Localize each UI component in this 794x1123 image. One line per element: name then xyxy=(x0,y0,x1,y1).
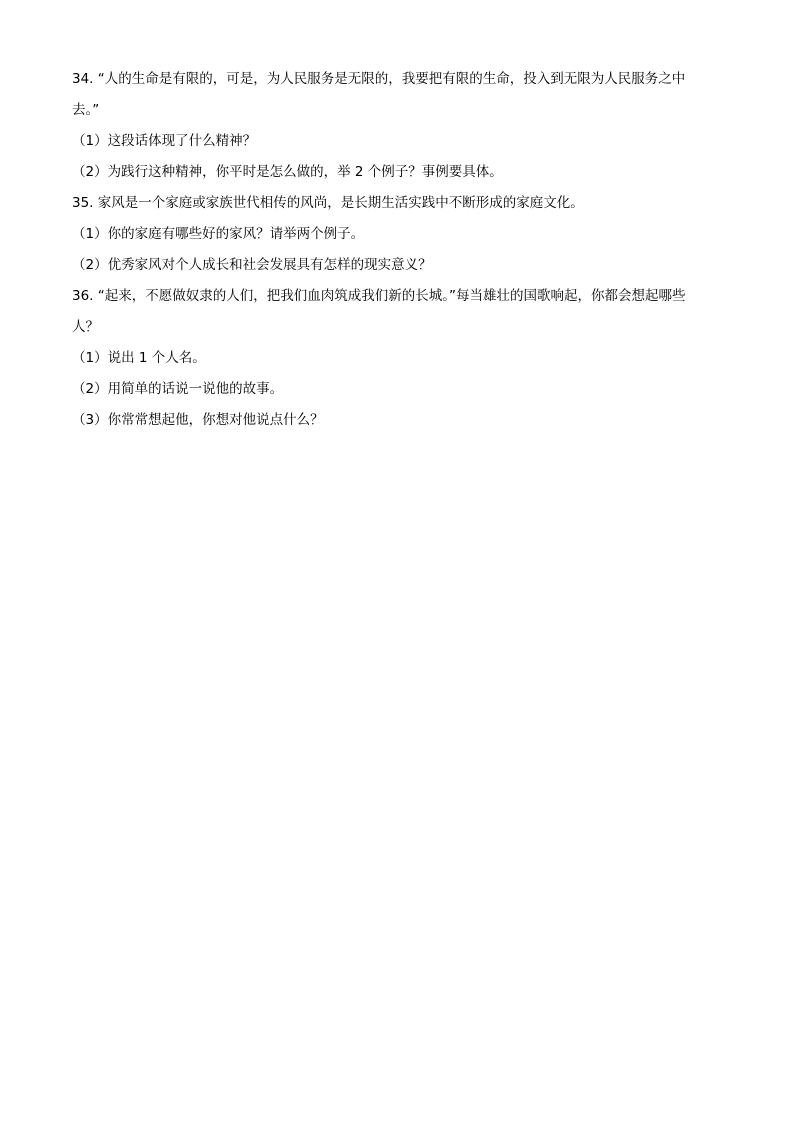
question-list xyxy=(72,64,724,436)
question-35-part-1: （1）你的家庭有哪些好的家风？请举两个例子。 xyxy=(72,226,365,242)
question-36-stem-line-2: 人？ xyxy=(72,319,99,335)
question-35-part-2: （2）优秀家风对个人成长和社会发展具有怎样的现实意义？ xyxy=(72,257,432,273)
question-36-stem-line-1: 36. “起来，不愿做奴隶的人们，把我们血肉筑成我们新的长城。”每当雄壮的国歌响起，你都会想起哪些 xyxy=(72,288,686,304)
question-34 xyxy=(72,64,724,188)
question-36 xyxy=(72,281,724,436)
question-34-part-1: （1）这段话体现了什么精神？ xyxy=(72,133,257,149)
question-34-part-2: （2）为践行这种精神，你平时是怎么做的，举 2 个例子？事例要具体。 xyxy=(72,164,503,180)
question-36-part-2: （2）用简单的话说一说他的故事。 xyxy=(72,381,284,397)
question-36-part-3: （3）你常常想起他，你想对他说点什么？ xyxy=(72,412,324,428)
question-34-stem-line-2: 去。” xyxy=(72,102,100,118)
question-35 xyxy=(72,188,724,281)
question-34-stem-line-1: 34. “人的生命是有限的，可是，为人民服务是无限的，我要把有限的生命，投入到无限为人民服务之中 xyxy=(72,71,686,87)
question-36-part-1: （1）说出 1 个人名。 xyxy=(72,350,206,366)
question-35-stem-line-1: 35. 家风是一个家庭或家族世代相传的风尚，是长期生活实践中不断形成的家庭文化。 xyxy=(72,195,584,211)
